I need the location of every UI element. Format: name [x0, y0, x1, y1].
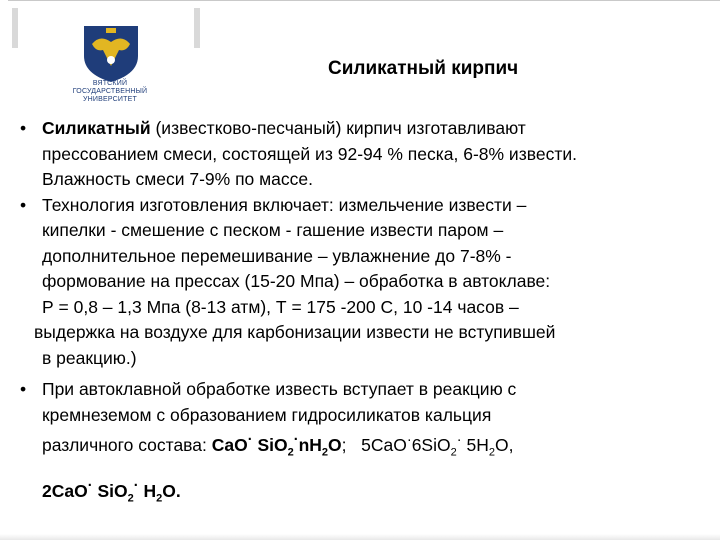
dot-separator: ·: [456, 432, 462, 448]
formula-part: 5CaO: [361, 434, 407, 455]
slide-body: [20, 116, 700, 512]
bottom-shadow: [0, 534, 720, 540]
text-line: в реакцию.): [42, 347, 137, 368]
bullet-icon: •: [20, 194, 27, 215]
formula-1: [211, 432, 342, 459]
bullet-icon: •: [20, 379, 27, 399]
frame-bar-right: [194, 8, 200, 48]
text-line: Влажность смеси 7-9% по массе.: [42, 169, 314, 189]
formula-part: H: [309, 434, 322, 455]
frame-bar-left: [12, 8, 18, 48]
formula-3: [42, 477, 181, 505]
formula-part: 2CaO: [42, 480, 88, 501]
subscript: 2: [321, 446, 329, 459]
formula-part: H: [138, 480, 157, 501]
dot-separator: ·: [247, 432, 253, 448]
separator: ;: [341, 434, 362, 455]
formula-part: SiO: [252, 434, 288, 455]
formula-part: O.: [162, 480, 181, 501]
text-span: (известково-песчаный) кирпич изготавливают: [150, 118, 526, 138]
formula-part: n: [298, 434, 310, 455]
formula-part: CaO: [211, 434, 248, 455]
text-line: Технология изготовления включает: измельчение извести –: [42, 194, 527, 215]
bullet-item-2: [20, 193, 700, 372]
text-line: кремнеземом с образованием гидросиликатов кальция: [42, 404, 492, 425]
dot-separator: ·: [87, 477, 93, 494]
text-line: дополнительное перемешивание – увлажнение до 7-8% -: [42, 245, 512, 266]
text-span: различного состава:: [42, 434, 212, 455]
formula-part: 5H: [461, 434, 489, 455]
formula-part: 6SiO: [411, 434, 451, 455]
text-line: [20, 116, 700, 142]
subscript: 2: [127, 492, 134, 505]
bullet-item-3: [20, 377, 700, 512]
formula-line: [20, 474, 700, 512]
dot-separator: ·: [293, 432, 299, 448]
logo-caption-line: ВЯТСКИЙ: [92, 80, 128, 87]
logo-caption: [64, 80, 156, 104]
university-logo: [72, 22, 150, 120]
text-line: выдержка на воздухе для карбонизации извести не вступившей: [34, 322, 556, 342]
text-line: кипелки - смешение с песком - гашение извести паром –: [42, 220, 504, 240]
slide-title: Силикатный кирпич: [328, 58, 519, 79]
text-line: Р = 0,8 – 1,3 Мпа (8-13 атм), Т = 175 -200 С, 10 -14 часов –: [42, 296, 519, 317]
formula-part: O,: [494, 434, 514, 455]
bullet-icon: •: [20, 118, 27, 138]
bold-term: Силикатный: [42, 118, 151, 138]
formula-part: O: [328, 434, 342, 455]
text-line: формование на прессах (15-20 Мпа) – обработка в автоклаве:: [42, 271, 551, 291]
logo-caption-line: УНИВЕРСИТЕТ: [83, 96, 137, 103]
subscript: 2: [156, 492, 163, 505]
dot-separator: ·: [406, 432, 412, 448]
bullet-item-1: [20, 116, 700, 193]
dot-separator: ·: [133, 477, 139, 494]
text-line: прессованием смеси, состоящей из 92-94 % песка, 6-8% извести.: [42, 143, 577, 164]
subscript: 2: [488, 446, 495, 459]
formula-line: [20, 428, 700, 466]
formula-part: SiO: [92, 480, 128, 501]
subscript: 2: [287, 446, 294, 459]
formula-2: [361, 432, 514, 459]
subscript: 2: [450, 446, 457, 459]
logo-caption-line: ГОСУДАРСТВЕННЫЙ: [72, 88, 148, 95]
text-line: При автоклавной обработке известь вступает в реакцию с: [42, 379, 517, 399]
